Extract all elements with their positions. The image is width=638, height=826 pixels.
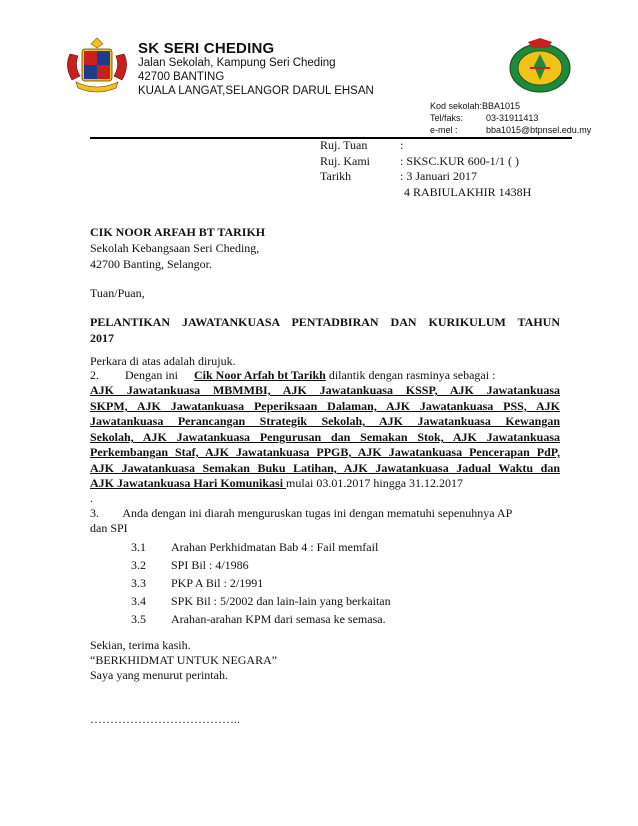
para-2-number: 2. <box>90 368 99 382</box>
para-3-line-2: dan SPI <box>90 521 128 535</box>
signature-line: ……………………………….. <box>90 712 240 726</box>
selangor-crest-icon <box>62 36 132 94</box>
recipient-name: CIK NOOR ARFAH BT TARIKH <box>90 225 266 239</box>
salutation: Tuan/Puan, <box>90 286 145 300</box>
closing-motto: “BERKHIDMAT UNTUK NEGARA” <box>90 653 278 667</box>
date-label: Tarikh <box>320 169 352 183</box>
para-3-number: 3. <box>90 506 99 520</box>
para-2-intro <box>90 368 560 384</box>
subject-line-1: PELANTIKAN JAWATANKUASA PENTADBIRAN DAN KURIKULUM TAHUN <box>90 315 560 329</box>
list-item: 3.1 Arahan Perkhidmatan Bab 4 : Fail memfail <box>131 540 379 554</box>
para-1: Perkara di atas adalah dirujuk. <box>90 354 236 368</box>
para-2-after-name: dilantik dengan rasminya sebagai : <box>328 368 496 382</box>
appointment-period: mulai 03.01.2017 hingga 31.12.2017 <box>286 476 464 490</box>
committee-line-5: Perkembangan Staf, AJK Jawatankuasa PPGB, AJK Jawatankuasa Pencerapan PdP, <box>90 445 560 459</box>
committee-line-1: AJK Jawatankuasa MBMMBI, AJK Jawatankuasa KSSP, AJK Jawatankuasa <box>90 383 560 397</box>
para-2-lead: Dengan ini <box>125 368 178 382</box>
address-line-1: Jalan Sekolah, Kampung Seri Cheding <box>138 57 336 69</box>
email-value: bba1015@btpnsel.edu.my <box>486 125 592 135</box>
tel-value: 03-31911413 <box>486 113 539 123</box>
committee-line-2: SKPM, AJK Jawatankuasa Peperiksaan Dalaman, AJK Jawatankuasa PSS, AJK <box>90 399 560 413</box>
committee-line-3: Jawatankuasa Perancangan Strategik Sekolah, AJK Jawatankuasa Kewangan <box>90 414 560 428</box>
ref-kami-value: : SKSC.KUR 600-1/1 ( ) <box>400 154 520 168</box>
tel-label: Tel/faks: <box>430 113 464 123</box>
para-3-text: Anda dengan ini diarah menguruskan tugas ini dengan mematuhi sepenuhnya AP <box>122 506 513 520</box>
hijri-date: 4 RABIULAKHIR 1438H <box>404 185 532 199</box>
recipient-line-2: 42700 Banting, Selangor. <box>90 257 212 271</box>
ref-tuan-label: Ruj. Tuan <box>320 138 368 152</box>
recipient-line-1: Sekolah Kebangsaan Seri Cheding, <box>90 241 260 255</box>
ref-kami-label: Ruj. Kami <box>320 154 370 168</box>
school-badge-icon <box>508 36 572 96</box>
email-label: e-mel : <box>430 125 458 135</box>
closing-line-1: Sekian, terima kasih. <box>90 638 191 652</box>
para-3-line-1 <box>90 506 560 522</box>
address-line-3: KUALA LANGAT,SELANGOR DARUL EHSAN <box>138 85 374 97</box>
subject-line-2: 2017 <box>90 331 114 345</box>
list-item: 3.5 Arahan-arahan KPM dari semasa ke semasa. <box>131 612 386 626</box>
list-item: 3.3 PKP A Bil : 2/1991 <box>131 576 264 590</box>
committee-line-6: AJK Jawatankuasa Semakan Buku Latihan, AJK Jawatankuasa Jadual Waktu dan <box>90 461 560 475</box>
appointee-name: Cik Noor Arfah bt Tarikh <box>194 368 326 382</box>
date-value: : 3 Januari 2017 <box>400 169 477 183</box>
committee-line-4: Sekolah, AJK Jawatankuasa Pengurusan dan Semakan Stok, AJK Jawatankuasa <box>90 430 560 444</box>
list-item: 3.2 SPI Bil : 4/1986 <box>131 558 249 572</box>
school-code: Kod sekolah:BBA1015 <box>430 101 521 111</box>
list-item: 3.4 SPK Bil : 5/2002 dan lain-lain yang berkaitan <box>131 594 391 608</box>
address-line-2: 42700 BANTING <box>138 71 225 83</box>
ref-tuan-value: : <box>400 138 404 152</box>
school-name: SK SERI CHEDING <box>138 40 275 57</box>
closing-line-3: Saya yang menurut perintah. <box>90 668 228 682</box>
committee-line-7 <box>90 476 560 492</box>
para-2-dot: . <box>90 491 93 505</box>
committee-last: AJK Jawatankuasa Hari Komunikasi <box>90 476 287 490</box>
